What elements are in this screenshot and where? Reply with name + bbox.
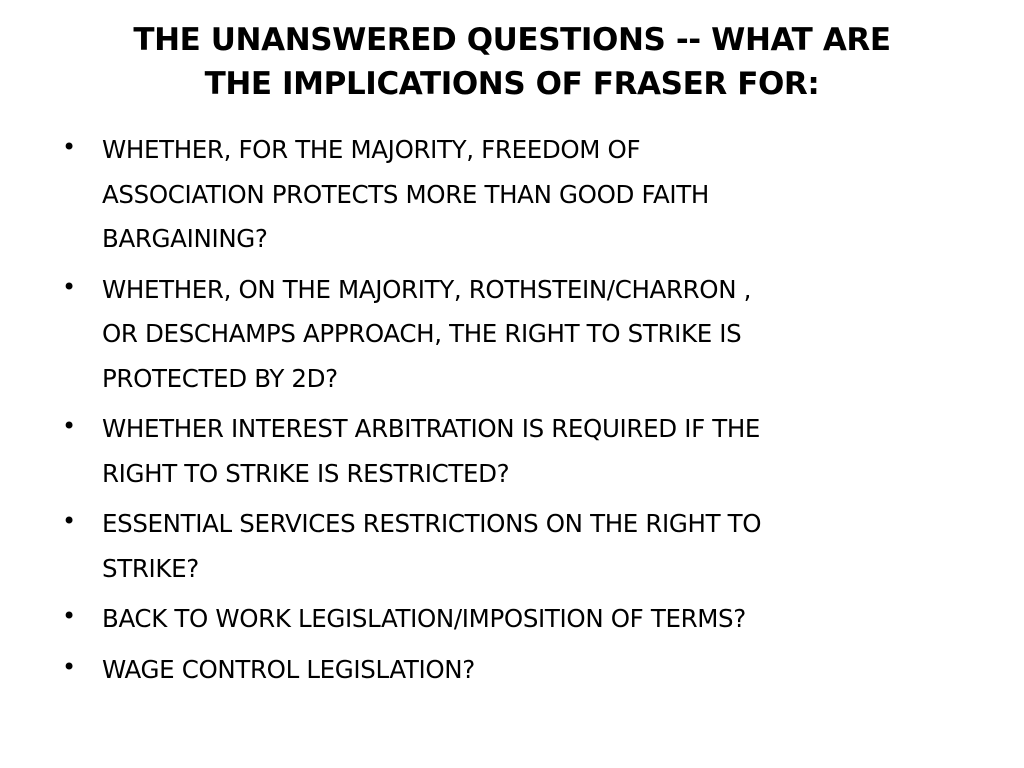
bullet-text-line: PROTECTED BY 2D? — [102, 363, 338, 393]
bullet-item — [62, 128, 962, 262]
bullet-dot-icon: • — [62, 507, 76, 535]
bullet-text-line: WHETHER, ON THE MAJORITY, ROTHSTEIN/CHARRON , — [102, 274, 752, 304]
bullet-dot-icon: • — [62, 133, 76, 161]
bullet-dot-icon: • — [62, 602, 76, 630]
slide-title-line-1: THE UNANSWERED QUESTIONS -- WHAT ARE — [133, 22, 891, 58]
bullet-item — [62, 648, 962, 693]
bullet-dot-icon: • — [62, 652, 76, 681]
bullet-text-line: ESSENTIAL SERVICES RESTRICTIONS ON THE RIGHT TO — [102, 509, 762, 538]
bullet-text-line: BACK TO WORK LEGISLATION/IMPOSITION OF TERMS? — [102, 604, 746, 633]
bullet-item — [62, 407, 962, 496]
bullet-text-line: BARGAINING? — [102, 224, 268, 253]
bullet-item — [62, 268, 962, 402]
bullet-item — [62, 597, 962, 642]
bullet-text-line: WHETHER INTEREST ARBITRATION IS REQUIRED IF THE — [102, 414, 761, 443]
bullet-list — [62, 128, 962, 698]
bullet-text-line: WHETHER, FOR THE MAJORITY, FREEDOM OF — [102, 135, 641, 164]
bullet-text-line: RIGHT TO STRIKE IS RESTRICTED? — [102, 458, 510, 488]
slide-title-line-2: THE IMPLICATIONS OF FRASER FOR: — [204, 66, 820, 102]
bullet-text-line: WAGE CONTROL LEGISLATION? — [102, 654, 475, 684]
bullet-text-line: OR DESCHAMPS APPROACH, THE RIGHT TO STRIKE IS — [102, 319, 742, 348]
slide-title — [60, 18, 964, 106]
bullet-item — [62, 502, 962, 591]
bullet-dot-icon: • — [62, 272, 76, 301]
bullet-dot-icon: • — [62, 412, 76, 440]
bullet-text-line: ASSOCIATION PROTECTS MORE THAN GOOD FAITH — [102, 179, 709, 209]
bullet-text-line: STRIKE? — [102, 553, 199, 583]
